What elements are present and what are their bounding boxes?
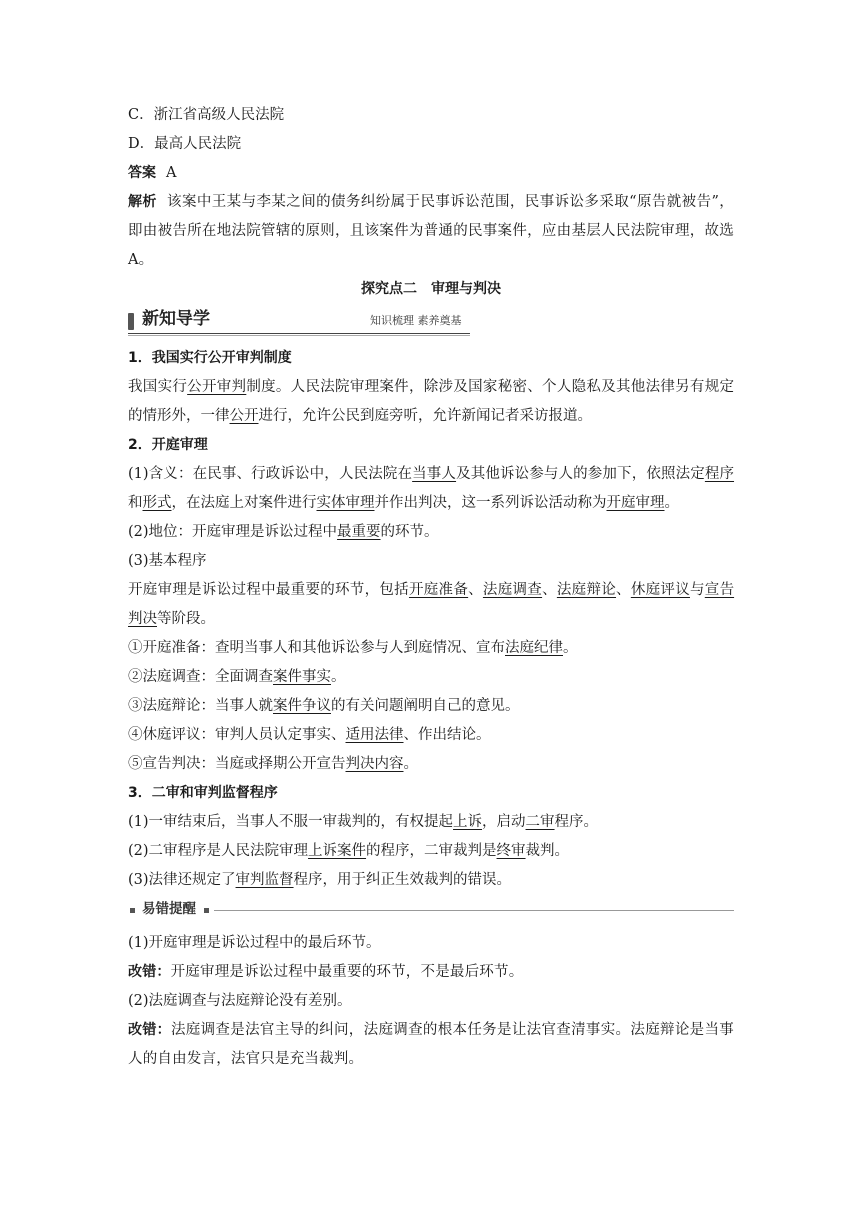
paragraph-1: 我国实行公开审判制度。人民法院审理案件，除涉及国家秘密、个人隐私及其他法律另有规定的情形外，一律公开进行，允许公民到庭旁听，允许新闻记者采访报道。 <box>128 379 735 424</box>
blank-answer: 法庭调查 <box>482 582 543 598</box>
banner-rule-light <box>128 335 470 336</box>
answer-value: A <box>166 165 177 181</box>
error-reminder-label: 易错提醒 <box>142 901 196 917</box>
blank-answer: 上诉案件 <box>308 843 367 859</box>
analysis-text: 该案中王某与李某之间的债务纠纷属于民事诉讼范围，民事诉讼多采取“原告就被告”，即由被告所在地法院管辖的原则，且该案件为普通的民事案件，应由基层人民法院审理，故选A。 <box>128 194 735 268</box>
blank-answer: 法庭辩论 <box>556 582 617 598</box>
step-item: ②法庭调查：全面调查案件事实。 <box>128 669 346 685</box>
blank-answer: 审判监督 <box>235 872 294 888</box>
blank-answer: 判决内容 <box>345 756 404 772</box>
paragraph-6: (1)一审结束后，当事人不服一审裁判的，有权提起上诉，启动二审程序。 <box>128 814 599 830</box>
paragraph-8: (3)法律还规定了审判监督程序，用于纠正生效裁判的错误。 <box>128 872 512 888</box>
error-statement-2: (2)法庭调查与法庭辩论没有差别。 <box>128 993 352 1009</box>
blank-answer: 程序 <box>704 466 735 482</box>
option-d: D．最高人民法院 <box>128 136 242 152</box>
document-content <box>128 101 734 1074</box>
square-bullet-icon <box>204 908 209 913</box>
banner-title: 新知导学 <box>142 309 210 329</box>
banner-bar-icon <box>128 313 134 330</box>
step-item: ③法庭辩论：当事人就案件争议的有关问题阐明自己的意见。 <box>128 698 520 714</box>
blank-answer: 实体审理 <box>316 495 375 511</box>
correction-label: 改错： <box>128 964 171 980</box>
blank-answer: 宣告判决 <box>128 582 735 627</box>
analysis-paragraph <box>128 188 734 275</box>
blank-answer: 上诉 <box>453 814 483 830</box>
banner-subtitle: 知识梳理 素养奠基 <box>370 314 462 327</box>
correction-2: 改错：法庭调查是法官主导的纠问，法庭调查的根本任务是让法官查清事实。法庭辩论是当事人的自由发言，法官只是充当裁判。 <box>128 1022 734 1067</box>
blank-answer: 形式 <box>142 495 172 511</box>
answer-label: 答案 <box>128 165 156 181</box>
paragraph-2: (1)含义：在民事、行政诉讼中，人民法院在当事人及其他诉讼参与人的参加下，依照法定程序和形式，在法庭上对案件进行实体审理并作出判决，这一系列诉讼活动称为开庭审理。 <box>128 466 735 511</box>
heading-1: 1．我国实行公开审判制度 <box>128 350 292 366</box>
paragraph-3: (2)地位：开庭审理是诉讼过程中最重要的环节。 <box>128 524 439 540</box>
paragraph-5: 开庭审理是诉讼过程中最重要的环节，包括开庭准备、法庭调查、法庭辩论、休庭评议与宣告判决等阶段。 <box>128 582 735 627</box>
error-reminder-header <box>128 899 734 923</box>
step-item: ⑤宣告判决：当庭或择期公开宣告判决内容。 <box>128 756 418 772</box>
correction-1: 改错：开庭审理是诉讼过程中最重要的环节，不是最后环节。 <box>128 964 524 980</box>
blank-answer: 法庭纪律 <box>505 640 563 656</box>
blank-answer: 最重要 <box>337 524 381 540</box>
blank-answer: 适用法律 <box>345 727 404 743</box>
blank-answer: 公开审判 <box>187 379 247 395</box>
correction-label: 改错： <box>128 1022 171 1038</box>
step-item: ④休庭评议：审判人员认定事实、适用法律、作出结论。 <box>128 727 491 743</box>
step-item: ①开庭准备：查明当事人和其他诉讼参与人到庭情况、宣布法庭纪律。 <box>128 640 578 656</box>
answer-line <box>128 159 734 188</box>
paragraph-7: (2)二审程序是人民法院审理上诉案件的程序，二审裁判是终审裁判。 <box>128 843 570 859</box>
blank-answer: 二审 <box>525 814 555 830</box>
paragraph-4: (3)基本程序 <box>128 553 207 569</box>
blank-answer: 终审 <box>496 843 526 859</box>
heading-3: 3．二审和审判监督程序 <box>128 785 278 801</box>
error-statement-1: (1)开庭审理是诉讼过程中的最后环节。 <box>128 935 381 951</box>
blank-answer: 案件争议 <box>273 698 331 714</box>
blank-answer: 开庭准备 <box>408 582 469 598</box>
section-title: 探究点二 审理与判决 <box>361 281 501 297</box>
blank-answer: 案件事实 <box>273 669 331 685</box>
reminder-rule <box>214 910 734 911</box>
option-c: C．浙江省高级人民法院 <box>128 107 285 123</box>
blank-answer: 休庭评议 <box>630 582 690 598</box>
blank-answer: 公开 <box>229 408 259 424</box>
blank-answer: 开庭审理 <box>606 495 665 511</box>
banner-rule <box>128 333 470 334</box>
new-knowledge-banner <box>128 306 734 334</box>
analysis-label: 解析 <box>128 194 157 210</box>
square-bullet-icon <box>130 908 135 913</box>
blank-answer: 当事人 <box>412 466 457 482</box>
heading-2: 2．开庭审理 <box>128 437 208 453</box>
